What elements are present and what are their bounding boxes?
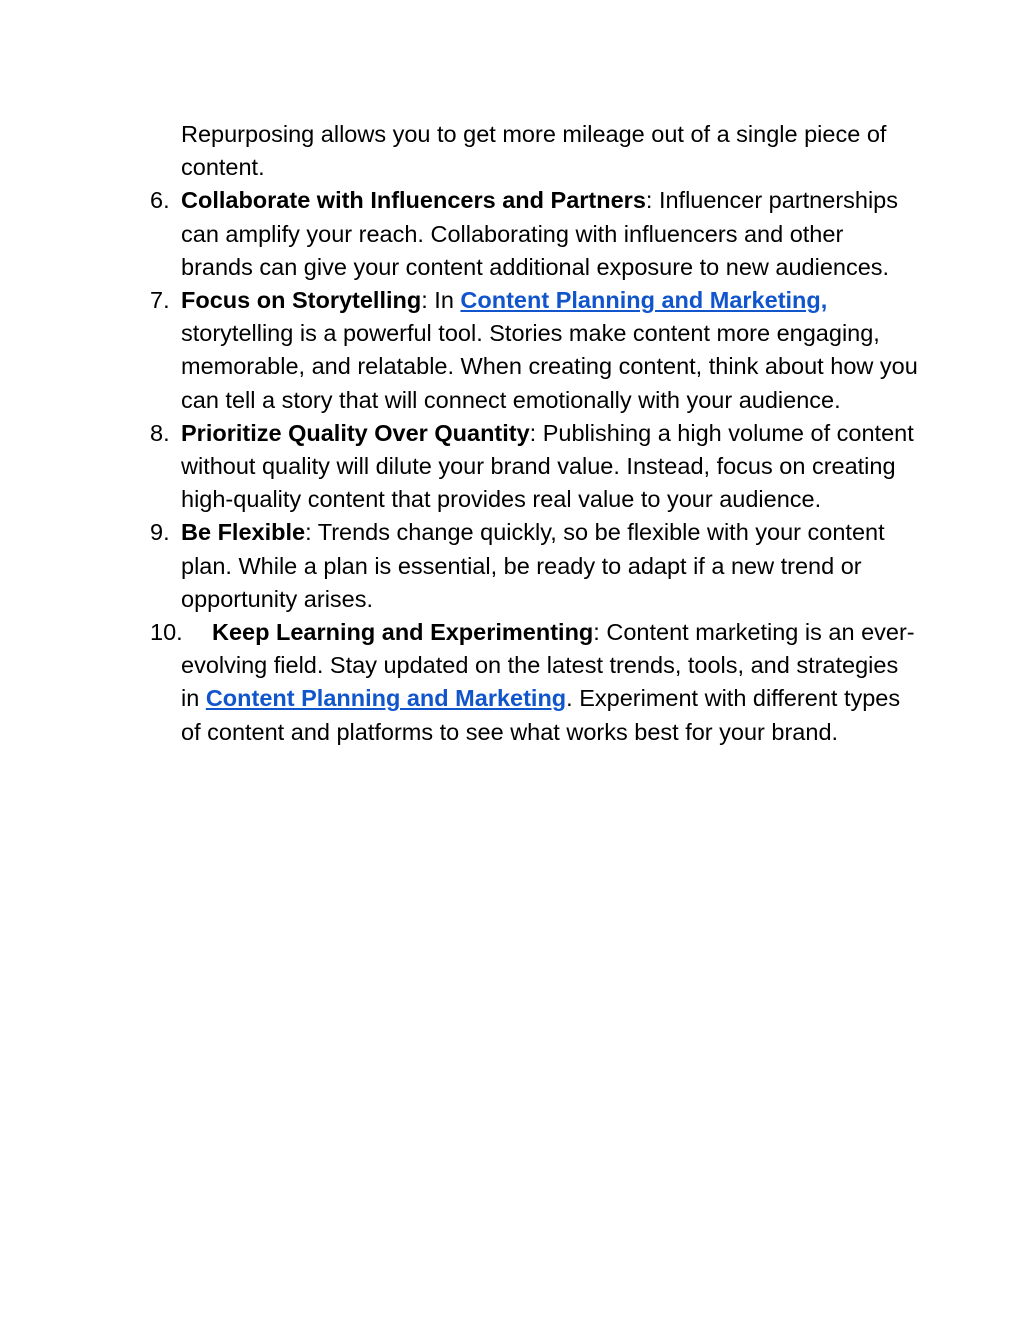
- list-item-heading: Focus on Storytelling: [181, 287, 422, 314]
- list-number: 9.: [150, 519, 170, 546]
- document-body: [150, 118, 920, 749]
- list-item-text: : Influencer partnerships can amplify your reach. Collaborating with influencers and other brands can give your content additional exposure to new audiences.: [181, 187, 898, 280]
- list-item-9: [150, 516, 920, 616]
- continuation-text: Repurposing allows you to get more mileage out of a single piece of content.: [181, 121, 887, 181]
- list-number: 10.: [150, 619, 183, 646]
- list-item-8: [150, 417, 920, 517]
- list-number: 8.: [150, 419, 170, 446]
- list-number: 7.: [150, 287, 170, 314]
- list-item-heading: Prioritize Quality Over Quantity: [181, 419, 530, 446]
- list-item-heading: Collaborate with Influencers and Partners: [181, 187, 646, 214]
- list-item-7: [150, 284, 920, 417]
- list-item-text-after-link: storytelling is a powerful tool. Stories make content more engaging, memorable, and relatable. When creating content, think about how you can tell a story that will connect emotionally with your audience.: [181, 320, 918, 413]
- list-item-text-after-link: . Experiment with different types of content and platforms to see what works best for your brand.: [181, 685, 901, 745]
- list-item-text: : Publishing a high volume of content without quality will dilute your brand value. Instead, focus on creating high-quality content that provides real value to your audience.: [181, 419, 914, 513]
- list-item-body: [181, 616, 920, 749]
- continuation-paragraph: [150, 118, 920, 184]
- list-item-heading: Be Flexible: [181, 519, 306, 546]
- list-item-text: : Trends change quickly, so be flexible with your content plan. While a plan is essential, be ready to adapt if a new trend or opportunity arises.: [181, 519, 885, 612]
- list-number: 6.: [150, 187, 170, 214]
- content-planning-link[interactable]: Content Planning and Marketing,: [460, 287, 828, 314]
- list-item-6: [150, 184, 920, 284]
- list-item-text: : Content marketing is an ever-evolving field. Stay updated on the latest trends, tools, and strategies in: [181, 619, 915, 712]
- list-item-10: [150, 616, 920, 749]
- content-planning-link[interactable]: Content Planning and Marketing: [205, 685, 567, 712]
- list-item-heading: Keep Learning and Experimenting: [212, 619, 594, 646]
- list-item-text: : In: [421, 287, 461, 314]
